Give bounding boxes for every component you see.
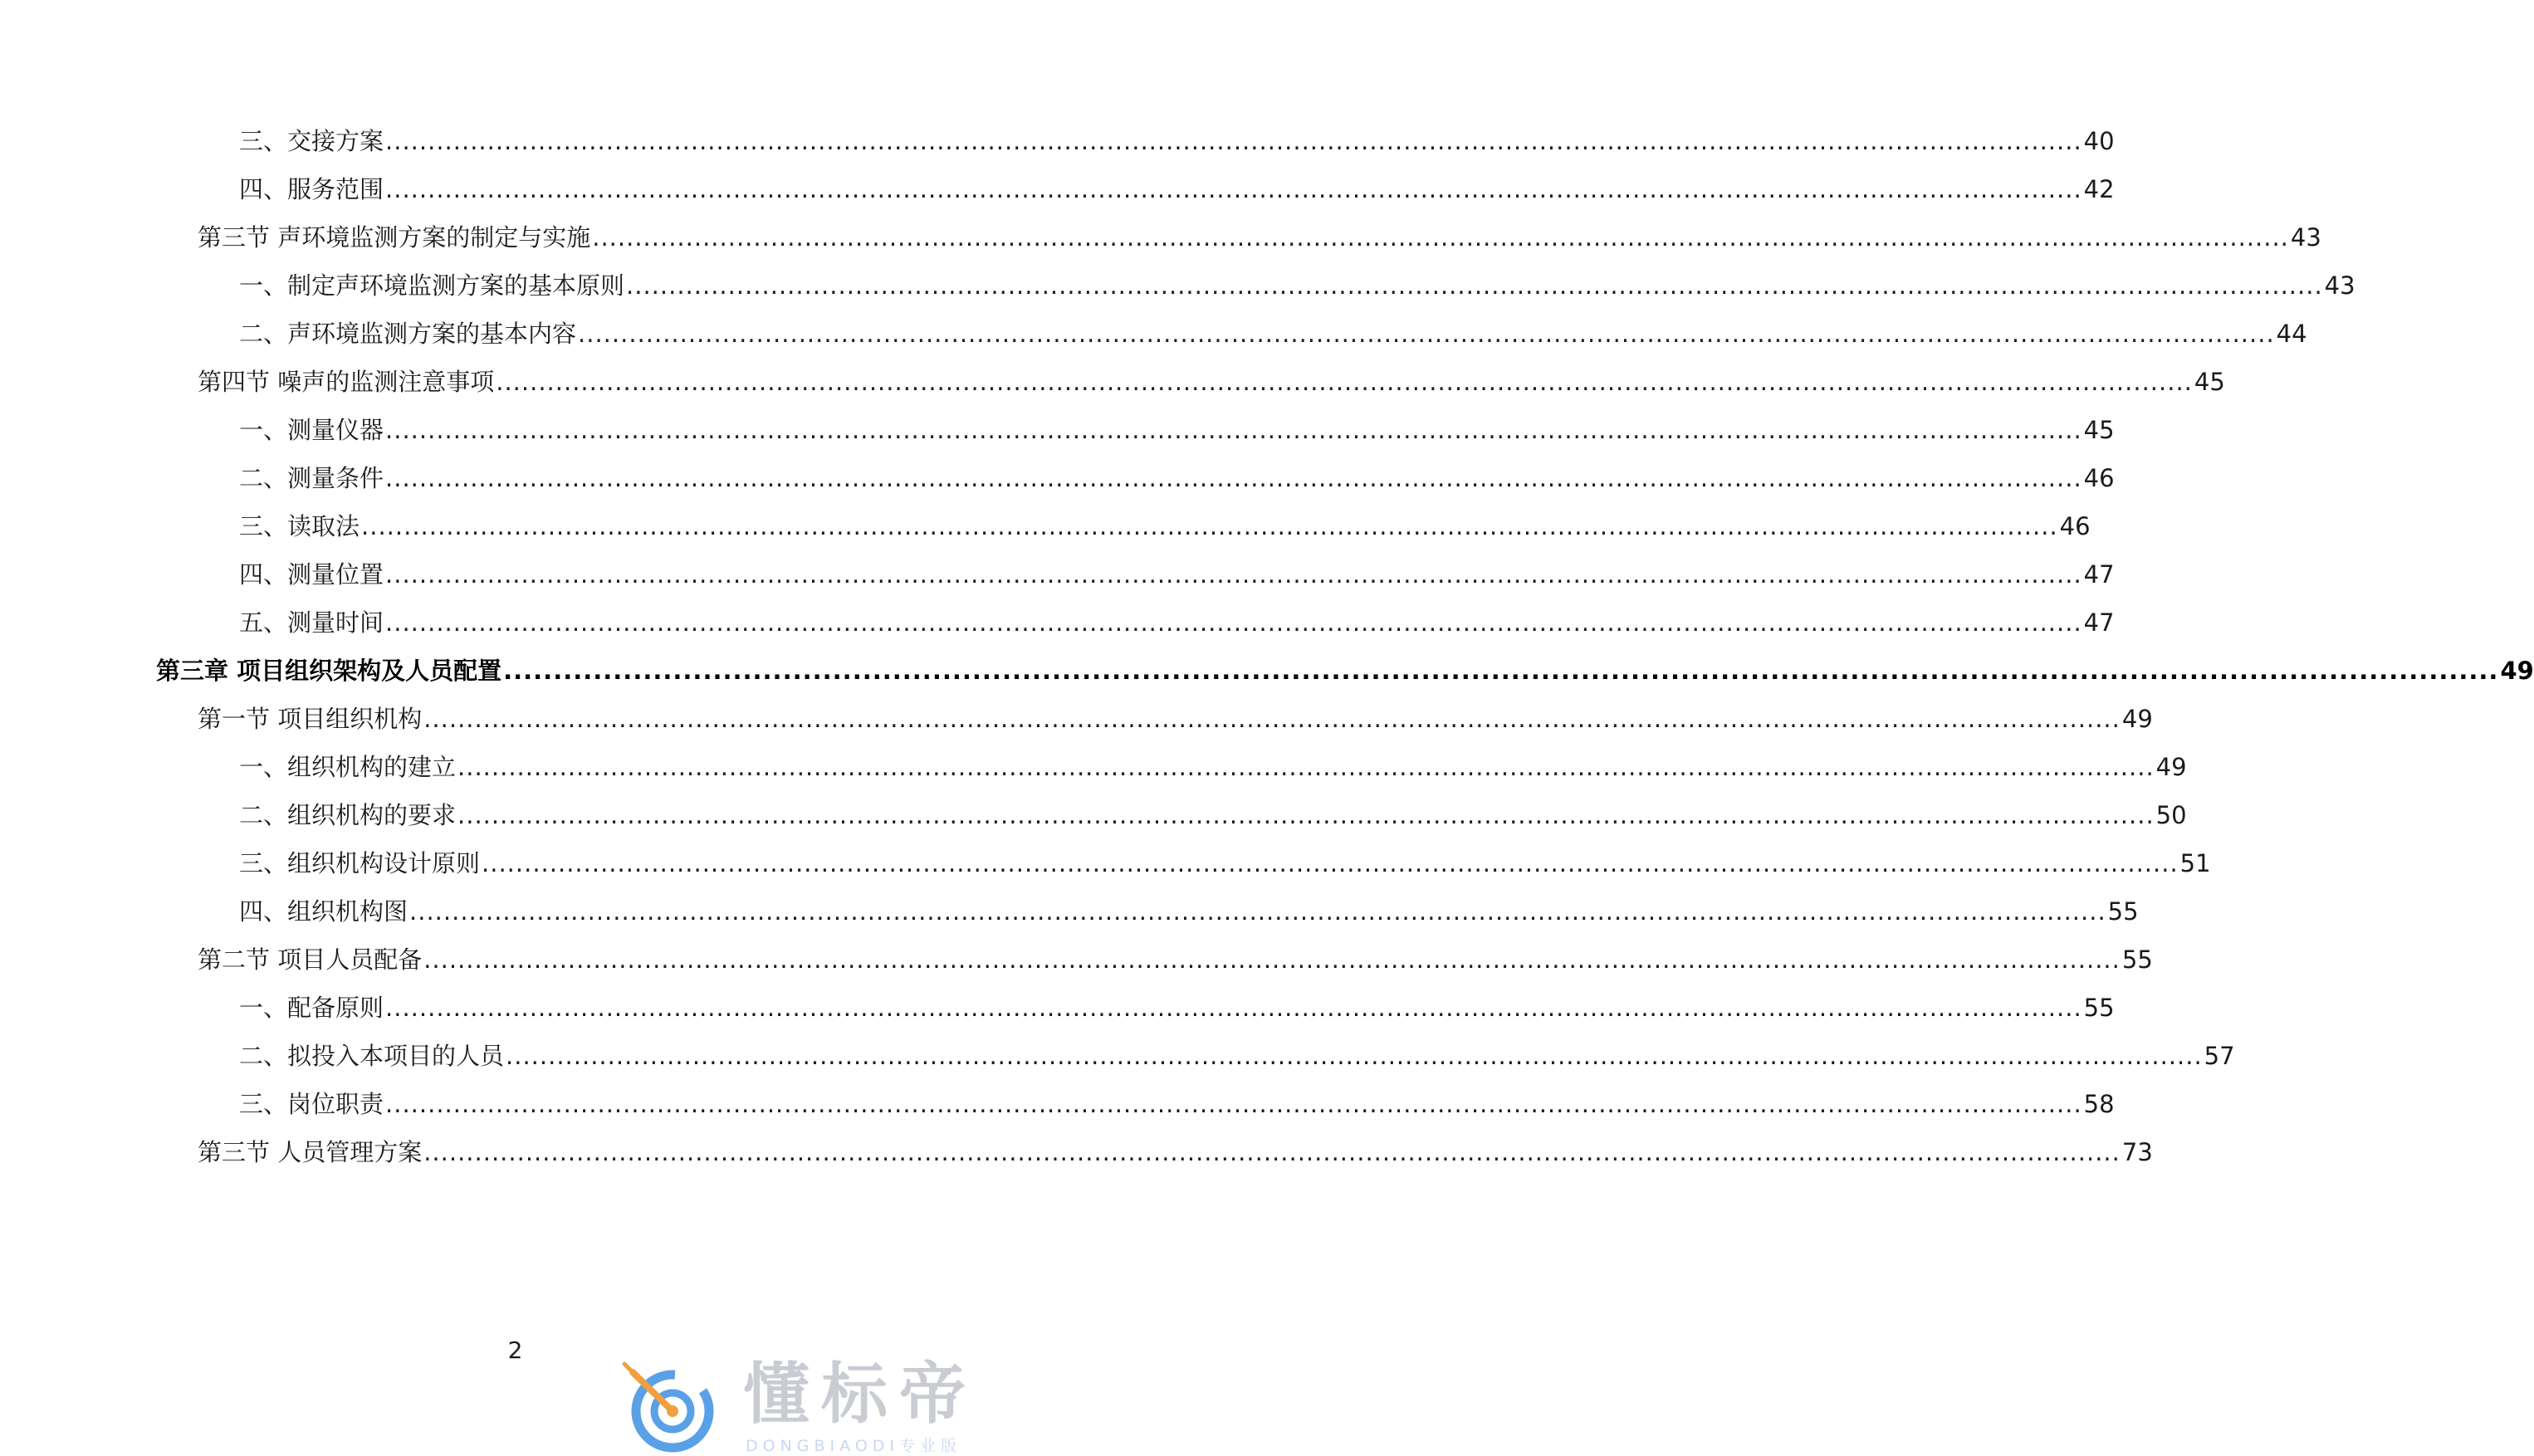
toc-entry[interactable]	[239, 1039, 2235, 1072]
toc-entry-page: 43	[2290, 223, 2321, 252]
toc-entry-page: 58	[2083, 1090, 2115, 1118]
toc-leader-dots: ........................................................................................................................................................................................................	[385, 608, 2082, 637]
toc-entry-title: 第一节 项目组织机构	[198, 705, 423, 733]
toc-leader-dots: ........................................................................................................................................................................................................	[423, 945, 2121, 974]
toc-entry[interactable]	[198, 702, 2153, 735]
toc-entry-page: 44	[2276, 320, 2307, 348]
toc-entry-title: 第四节 噪声的监测注意事项	[198, 368, 495, 396]
watermark-name: 懂标帝	[743, 1356, 977, 1433]
toc-entry-title: 第三章 项目组织架构及人员配置	[156, 657, 502, 685]
toc-entry-page: 49	[2121, 705, 2153, 733]
toc-entry[interactable]	[239, 606, 2115, 639]
toc-entry-title: 一、配备原则	[239, 994, 384, 1022]
toc-entry-page: 55	[2083, 994, 2115, 1022]
toc-entry-page: 46	[2059, 512, 2091, 540]
toc-entry[interactable]	[239, 750, 2187, 784]
toc-entry-title: 第二节 项目人员配备	[198, 945, 423, 974]
toc-entry-title: 三、交接方案	[239, 127, 384, 155]
toc-entry-page: 43	[2324, 271, 2355, 300]
toc-entry-title: 二、声环境监测方案的基本内容	[239, 320, 577, 348]
toc-leader-dots: ........................................................................................................................................................................................................	[385, 127, 2082, 155]
toc-entry-page: 55	[2121, 945, 2153, 974]
toc-entry[interactable]	[239, 317, 2307, 350]
toc-entry[interactable]	[239, 991, 2115, 1024]
toc-entry[interactable]	[239, 895, 2139, 928]
toc-entry[interactable]	[239, 462, 2115, 495]
toc-entry-page: 47	[2083, 560, 2115, 589]
toc-leader-dots: ........................................................................................................................................................................................................	[385, 560, 2082, 589]
toc-leader-dots: ........................................................................................................................................................................................................	[457, 801, 2155, 829]
toc-leader-dots: ........................................................................................................................................................................................................	[385, 994, 2082, 1022]
toc-leader-dots: ........................................................................................................................................................................................................	[423, 1138, 2121, 1166]
toc-entry-title: 五、测量时间	[239, 608, 384, 637]
toc-entry[interactable]	[198, 1136, 2153, 1169]
toc-entry[interactable]	[239, 125, 2115, 158]
toc-leader-dots: ........................................................................................................................................................................................................	[503, 657, 2499, 685]
toc-entry-title: 三、组织机构设计原则	[239, 849, 481, 877]
toc-entry-title: 四、组织机构图	[239, 897, 408, 926]
toc-leader-dots: ........................................................................................................................................................................................................	[457, 753, 2155, 781]
toc-entry[interactable]	[198, 365, 2225, 398]
toc-entry-title: 第三节 人员管理方案	[198, 1138, 423, 1166]
toc-entry-page: 73	[2121, 1138, 2153, 1166]
toc-entry[interactable]	[198, 943, 2153, 976]
toc-entry[interactable]	[156, 654, 2534, 687]
toc-entry[interactable]	[239, 269, 2355, 302]
toc-entry[interactable]	[239, 510, 2091, 543]
toc-leader-dots: ........................................................................................................................................................................................................	[361, 512, 2058, 540]
page-number: 2	[507, 1336, 523, 1364]
toc-entry-page: 49	[2155, 753, 2187, 781]
toc-entry-page: 50	[2155, 801, 2187, 829]
toc-entry-page: 45	[2083, 416, 2115, 444]
toc-entry[interactable]	[239, 799, 2187, 832]
toc-entry-page: 42	[2083, 175, 2115, 203]
toc-leader-dots: ........................................................................................................................................................................................................	[482, 849, 2179, 877]
toc-entry-page: 47	[2083, 608, 2115, 637]
toc-leader-dots: ........................................................................................................................................................................................................	[423, 705, 2121, 733]
toc-entry-title: 三、岗位职责	[239, 1090, 384, 1118]
toc-entry-page: 57	[2204, 1042, 2235, 1070]
toc-leader-dots: ........................................................................................................................................................................................................	[385, 1090, 2082, 1118]
watermark	[614, 1349, 1030, 1456]
toc-entry[interactable]	[239, 1087, 2115, 1121]
toc-entry[interactable]	[239, 173, 2115, 206]
toc-leader-dots: ........................................................................................................................................................................................................	[496, 368, 2193, 396]
toc-entry[interactable]	[239, 847, 2211, 880]
toc-entry-page: 55	[2107, 897, 2139, 926]
toc-entry-title: 二、拟投入本项目的人员	[239, 1042, 505, 1070]
toc-entry-title: 一、测量仪器	[239, 416, 384, 444]
toc-leader-dots: ........................................................................................................................................................................................................	[578, 320, 2275, 348]
toc-entry[interactable]	[239, 413, 2115, 447]
toc-leader-dots: ........................................................................................................................................................................................................	[385, 416, 2082, 444]
toc-entry-title: 二、组织机构的要求	[239, 801, 457, 829]
toc-entry-title: 二、测量条件	[239, 464, 384, 492]
watermark-subtitle: DONGBIAODI专业版	[746, 1437, 962, 1455]
toc-entry-title: 第三节 声环境监测方案的制定与实施	[198, 223, 591, 252]
toc-entry-title: 三、读取法	[239, 512, 360, 540]
toc-entry-page: 51	[2179, 849, 2211, 877]
toc-leader-dots: ........................................................................................................................................................................................................	[385, 464, 2082, 492]
target-icon	[614, 1357, 722, 1453]
toc-leader-dots: ........................................................................................................................................................................................................	[592, 223, 2289, 252]
toc-leader-dots: ........................................................................................................................................................................................................	[385, 175, 2082, 203]
toc-entry-page: 45	[2194, 368, 2225, 396]
toc-entry-page: 49	[2500, 657, 2534, 685]
toc-entry-title: 一、制定声环境监测方案的基本原则	[239, 271, 625, 300]
toc-entry-page: 40	[2083, 127, 2115, 155]
toc-leader-dots: ........................................................................................................................................................................................................	[626, 271, 2323, 300]
toc-leader-dots: ........................................................................................................................................................................................................	[409, 897, 2106, 926]
toc-entry[interactable]	[198, 221, 2321, 254]
toc-entry-page: 46	[2083, 464, 2115, 492]
toc-entry[interactable]	[239, 558, 2115, 591]
toc-entry-title: 一、组织机构的建立	[239, 753, 457, 781]
toc-entry-title: 四、服务范围	[239, 175, 384, 203]
toc-leader-dots: ........................................................................................................................................................................................................	[506, 1042, 2203, 1070]
toc-entry-title: 四、测量位置	[239, 560, 384, 589]
